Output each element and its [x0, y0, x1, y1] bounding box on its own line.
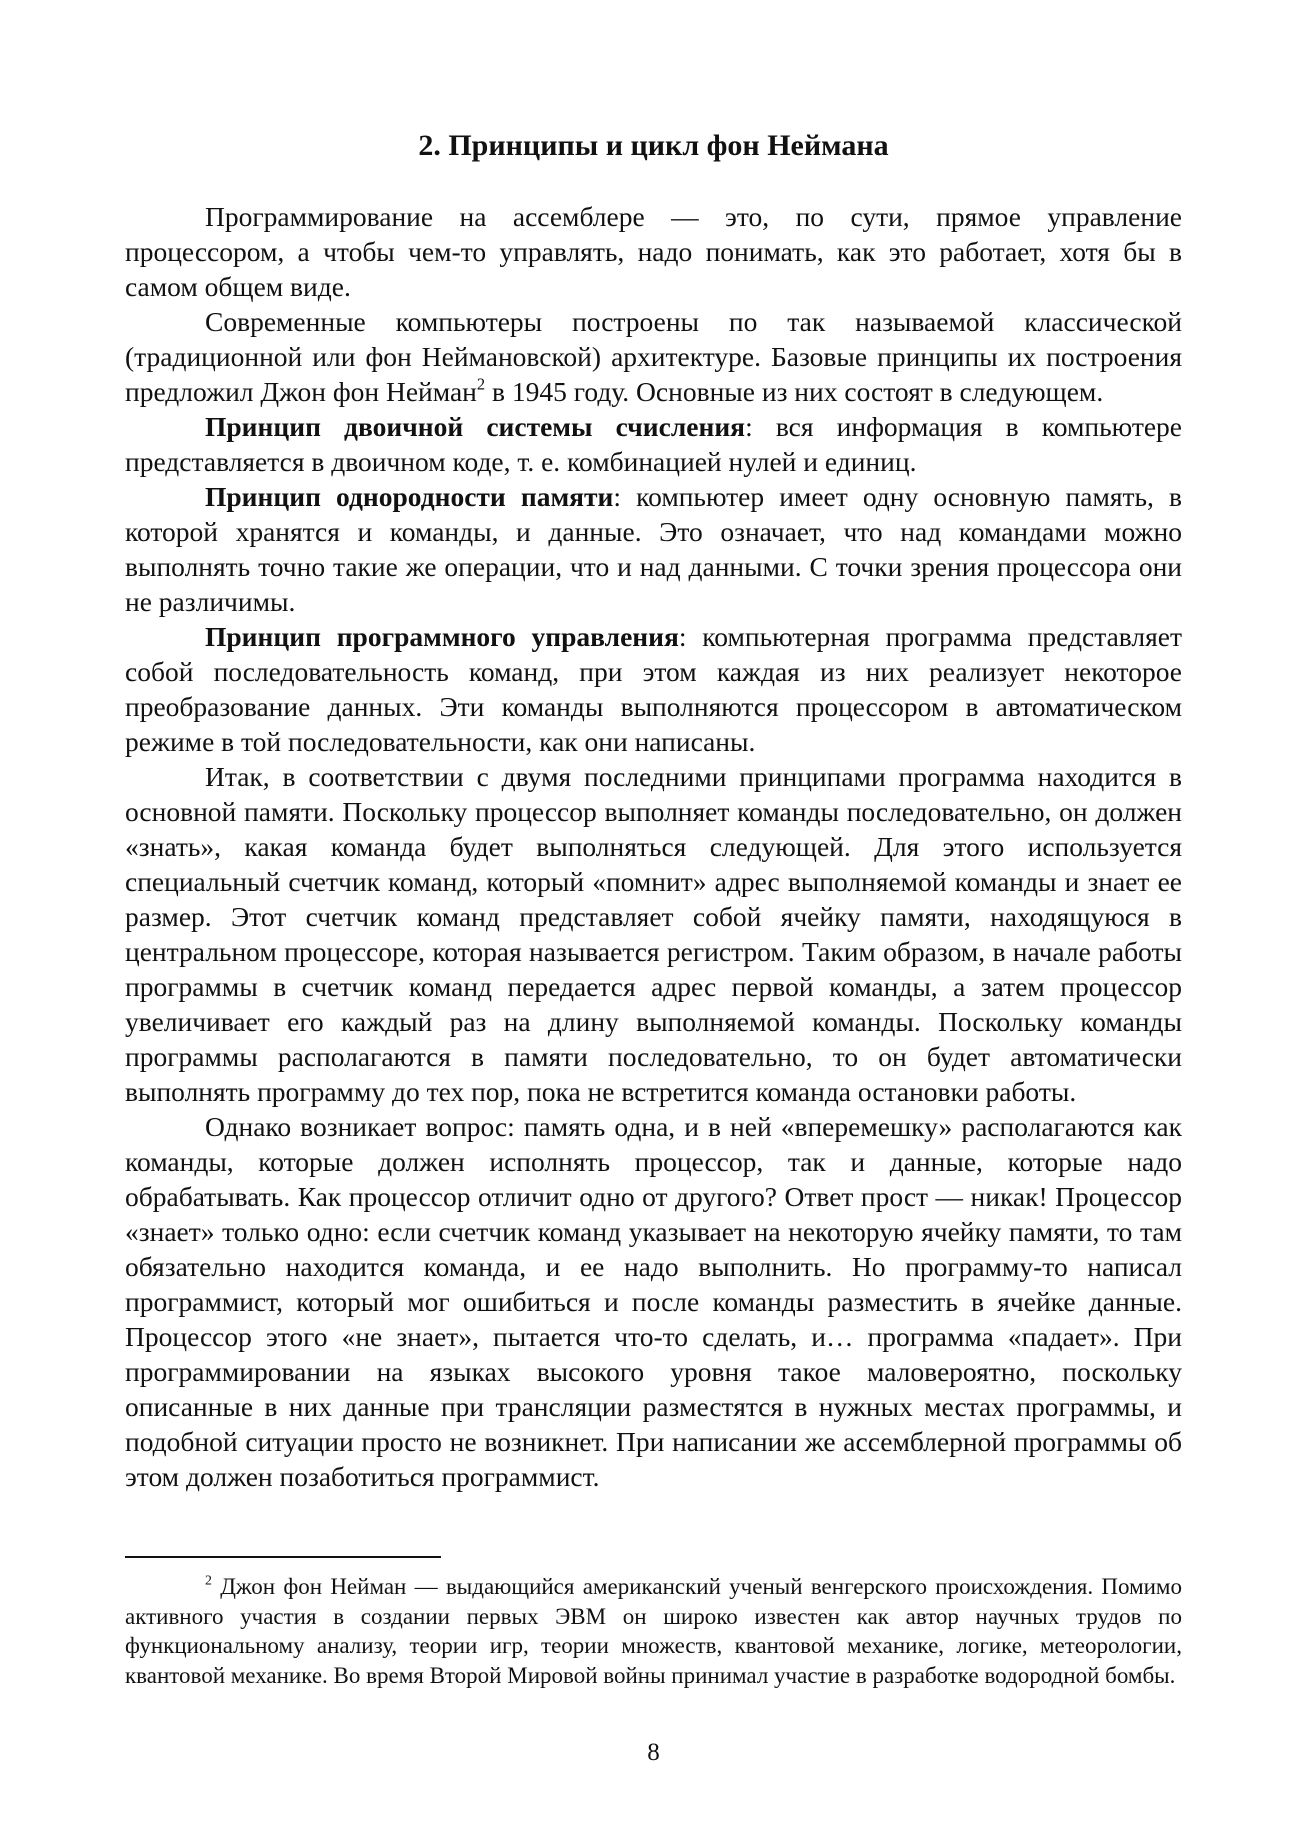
paragraph-text: Современные компьютеры построены по так называемой классической (традиционной или фон Неймановской) архитектуре. Базовые принципы их построения предложил Джон фон Нейман [125, 306, 1182, 407]
paragraph-memory-principle [125, 479, 1182, 619]
principle-term: Принцип двоичной системы счисления [205, 411, 746, 442]
page-number: 8 [647, 1739, 660, 1766]
footnote [125, 1572, 1182, 1690]
paragraph-program-counter [125, 759, 1182, 1109]
paragraph-text: Однако возникает вопрос: память одна, и в ней «вперемешку» располагаются как команды, которые должен исполнять процессор, так и данные, которые надо обрабатывать. Как процессор отличит одно от другого? Ответ прост — никак! Процессор «знает» только одно: если счетчик команд указывает на некоторую ячейку памяти, то там обязательно находится команда, и ее надо выполнить. Но программу-то написал программист, который мог ошибиться и после команды разместить в ячейке данные. Процессор этого «не знает», пытается что-то сделать, и… программа «падает». При программировании на языках высокого уровня такое маловероятно, поскольку описанные в них данные при трансляции разместятся в нужных местах программы, и подобной ситуации просто не возникнет. При написании же ассемблерной программы об этом должен позаботиться программист. [125, 1111, 1182, 1492]
paragraph-data-vs-commands [125, 1109, 1182, 1494]
section-title: 2. Принципы и цикл фон Неймана [418, 129, 889, 162]
paragraph-architecture [125, 304, 1182, 409]
paragraph-text: Итак, в соответствии с двумя последними принципами программа находится в основной памяти. Поскольку процессор выполняет команды последовательно, он должен «знать», какая команда будет выполняться следующей. Для этого используется специальный счетчик команд, который «помнит» адрес выполняемой команды и знает ее размер. Этот счетчик команд представляет собой ячейку памяти, находящуюся в центральном процессоре, которая называется регистром. Таким образом, в начале работы программы в счетчик команд передается адрес первой команды, а затем процессор увеличивает его каждый раз на длину выполняемой команды. Поскольку команды программы располагаются в памяти последовательно, то он будет автоматически выполнять программу до тех пор, пока не встретится команда остановки работы. [125, 761, 1182, 1107]
principle-term: Принцип однородности памяти [205, 481, 614, 512]
paragraph-text: : вся информация в компьютере представляется в двоичном коде, т. е. комбинацией нулей и единиц. [125, 411, 1182, 477]
section-body [125, 199, 1182, 1494]
paragraph-binary-principle [125, 409, 1182, 479]
paragraph-program-control-principle [125, 619, 1182, 759]
paragraph-text: : компьютер имеет одну основную память, в которой хранятся и команды, и данные. Это означает, что над командами можно выполнять точно такие же операции, что и над данными. С точки зрения процессора они не различимы. [125, 481, 1182, 617]
paragraph-text: : компьютерная программа представляет собой последовательность команд, при этом каждая из них реализует некоторое преобразование данных. Эти команды выполняются процессором в автоматическом режиме в той последовательности, как они написаны. [125, 621, 1182, 757]
footnote-mark: 2 [205, 1572, 212, 1588]
footnote-reference[interactable]: 2 [476, 374, 486, 394]
footnote-divider [125, 1556, 441, 1558]
paragraph-text: в 1945 году. Основные из них состоят в следующем. [485, 376, 1104, 407]
paragraph-intro [125, 199, 1182, 304]
footnote-body: Джон фон Нейман — выдающийся американский ученый венгерского происхождения. Помимо активного участия в создании первых ЭВМ он широко известен как автор научных трудов по функциональному анализу, теории игр, теории множеств, квантовой механике, логике, метеорологии, квантовой механике. Во время Второй Мировой войны принимал участие в разработке водородной бомбы. [125, 1574, 1182, 1688]
principle-term: Принцип программного управления [205, 621, 679, 652]
paragraph-text: Программирование на ассемблере — это, по сути, прямое управление процессором, а чтобы чем-то управлять, надо понимать, как это работает, хотя бы в самом общем виде. [125, 201, 1182, 302]
footnote-text [125, 1572, 1182, 1690]
